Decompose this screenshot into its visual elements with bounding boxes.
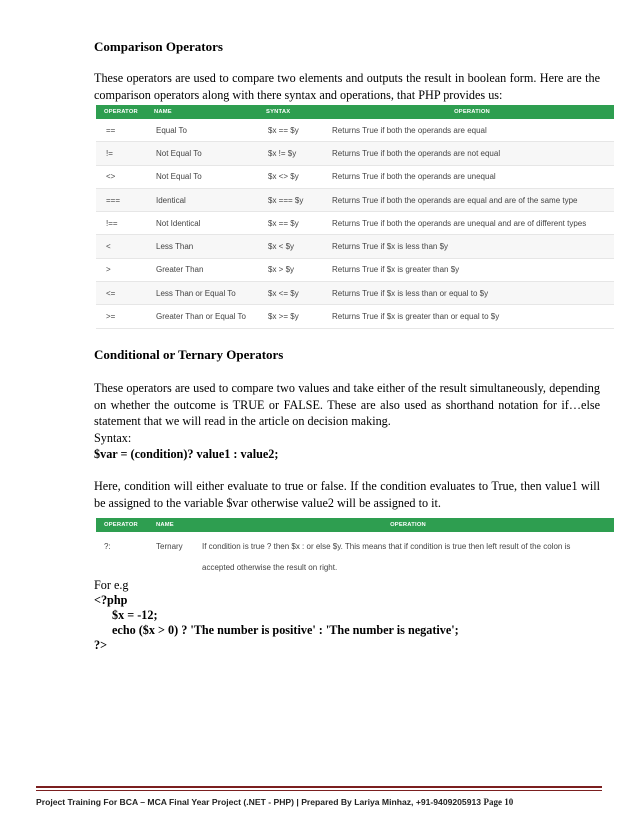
table-row bbox=[96, 235, 614, 258]
name-cell: Greater Than bbox=[146, 258, 258, 281]
operation-cell: Returns True if $x is greater than $y bbox=[322, 258, 614, 281]
name-cell: Not Identical bbox=[146, 212, 258, 235]
table-row bbox=[96, 282, 614, 305]
name-cell: Ternary bbox=[156, 542, 183, 551]
footer-divider bbox=[36, 790, 602, 791]
operation-cell: Returns True if $x is less than or equal to $y bbox=[322, 282, 614, 305]
syntax-cell: $x < $y bbox=[258, 235, 322, 258]
page-number: Page 10 bbox=[483, 797, 514, 807]
syntax-cell: $x == $y bbox=[258, 119, 322, 142]
syntax-cell: $x == $y bbox=[258, 212, 322, 235]
operator-cell: <= bbox=[96, 282, 146, 305]
operation-cell: Returns True if both the operands are equal and are of the same type bbox=[322, 188, 614, 211]
name-cell: Less Than or Equal To bbox=[146, 282, 258, 305]
operation-cell: Returns True if both the operands are equal bbox=[322, 119, 614, 142]
code-line: <?php bbox=[94, 593, 128, 607]
name-cell: Not Equal To bbox=[146, 165, 258, 188]
operator-cell: < bbox=[96, 235, 146, 258]
table-row bbox=[96, 258, 614, 281]
column-header: OPERATION bbox=[322, 105, 614, 119]
syntax-cell: $x != $y bbox=[258, 142, 322, 165]
name-cell: Identical bbox=[146, 188, 258, 211]
footer-text: Project Training For BCA – MCA Final Year Project (.NET - PHP) | Prepared By Lariya Minhaz, +91-9409205913 bbox=[36, 797, 482, 807]
name-cell: Equal To bbox=[146, 119, 258, 142]
operation-cell: Returns True if both the operands are not equal bbox=[322, 142, 614, 165]
operator-cell: === bbox=[96, 188, 146, 211]
ternary-operator-table bbox=[96, 518, 614, 578]
table-row bbox=[96, 119, 614, 142]
column-header: OPERATION bbox=[194, 518, 614, 532]
operator-cell: >= bbox=[96, 305, 146, 328]
table-row bbox=[96, 188, 614, 211]
table-row bbox=[96, 212, 614, 235]
operator-cell: != bbox=[96, 142, 146, 165]
syntax-cell: $x <= $y bbox=[258, 282, 322, 305]
table-header-row bbox=[96, 105, 614, 119]
table-row bbox=[96, 165, 614, 188]
operator-cell: <> bbox=[96, 165, 146, 188]
syntax-cell: $x === $y bbox=[258, 188, 322, 211]
operation-cell: If condition is true ? then $x : or else $y. This means that if condition is true then left result of the colon is accepted otherwise the result on right. bbox=[202, 542, 571, 572]
operation-cell: Returns True if both the operands are unequal bbox=[322, 165, 614, 188]
column-header: OPERATOR bbox=[96, 105, 146, 119]
column-header: NAME bbox=[146, 105, 258, 119]
table-row bbox=[96, 305, 614, 328]
ternary-operators-heading: Conditional or Ternary Operators bbox=[94, 347, 284, 362]
name-cell: Greater Than or Equal To bbox=[146, 305, 258, 328]
table-header-row bbox=[96, 518, 614, 532]
operator-cell: > bbox=[96, 258, 146, 281]
column-header: NAME bbox=[148, 518, 194, 532]
operation-cell: Returns True if both the operands are unequal and are of different types bbox=[322, 212, 614, 235]
operator-cell: ?: bbox=[104, 542, 111, 551]
example-label: For e.g bbox=[94, 578, 129, 592]
syntax-cell: $x >= $y bbox=[258, 305, 322, 328]
operator-cell: == bbox=[96, 119, 146, 142]
operation-cell: Returns True if $x is greater than or equal to $y bbox=[322, 305, 614, 328]
php-example bbox=[94, 578, 459, 653]
operation-cell: Returns True if $x is less than $y bbox=[322, 235, 614, 258]
syntax-cell: $x <> $y bbox=[258, 165, 322, 188]
table-row bbox=[96, 532, 614, 578]
column-header: OPERATOR bbox=[96, 518, 148, 532]
comparison-operators-table bbox=[96, 105, 614, 329]
code-line: $x = -12; bbox=[112, 608, 158, 622]
code-line: echo ($x > 0) ? 'The number is positive' : 'The number is negative'; bbox=[112, 623, 459, 637]
syntax-cell: $x > $y bbox=[258, 258, 322, 281]
comparison-intro-paragraph: These operators are used to compare two elements and outputs the result in boolean form. Here are the comparison operators along with there syntax and operations, that PHP provides us: bbox=[94, 71, 600, 102]
operator-cell: !== bbox=[96, 212, 146, 235]
name-cell: Less Than bbox=[146, 235, 258, 258]
ternary-intro-paragraph: These operators are used to compare two values and take either of the result simultaneously, depending on whether the outcome is TRUE or FALSE. These are also used as shorthand notation for if…else statement that we will read in the article on decision making. Syntax: $var = (condition)? value1 : value2; bbox=[94, 381, 600, 461]
comparison-operators-heading: Comparison Operators bbox=[94, 39, 223, 54]
code-line: ?> bbox=[94, 638, 108, 652]
footer-divider bbox=[36, 786, 602, 788]
syntax-line: $var = (condition)? value1 : value2; bbox=[94, 447, 279, 461]
column-header: SYNTAX bbox=[258, 105, 322, 119]
name-cell: Not Equal To bbox=[146, 142, 258, 165]
table-row bbox=[96, 142, 614, 165]
ternary-explanation-paragraph: Here, condition will either evaluate to true or false. If the condition evaluates to True, then value1 will be assigned to the variable $var otherwise value2 will be assigned to it. bbox=[94, 479, 600, 510]
page-footer bbox=[36, 797, 616, 807]
